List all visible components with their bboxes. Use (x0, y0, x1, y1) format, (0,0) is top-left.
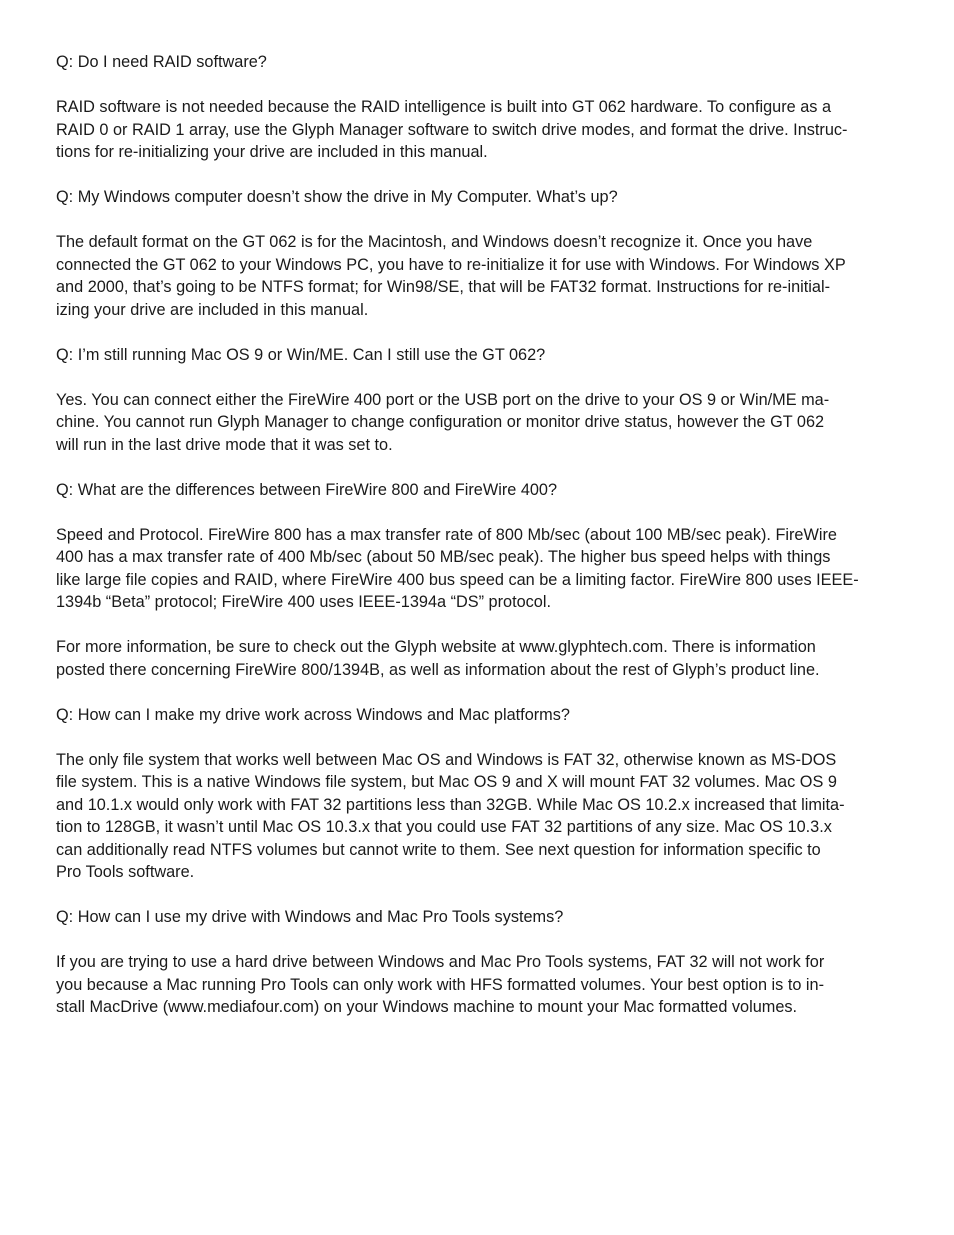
faq-answer-mac-os9-winme: Yes. You can connect either the FireWire 400 port or the USB port on the drive to your OS 9 or Win/ME ma- chine. You cannot run Glyph Manager to change configuration or monitor drive status, however the GT 062 will run in the last drive mode that it was set to. (56, 390, 830, 454)
faq-document (56, 51, 900, 1041)
faq-answer-raid-software: RAID software is not needed because the RAID intelligence is built into GT 062 hardware. To configure as a RAID 0 or RAID 1 array, use the Glyph Manager software to switch drive modes, and format the drive. Instruc- tions for re-initializing your drive are included in this manual. (56, 98, 848, 161)
faq-question-raid-software: Q: Do I need RAID software? (56, 53, 267, 71)
faq-question-pro-tools: Q: How can I use my drive with Windows and Mac Pro Tools systems? (56, 908, 564, 926)
faq-question-cross-platform: Q: How can I make my drive work across Windows and Mac platforms? (56, 705, 570, 724)
faq-question-firewire-differences: Q: What are the differences between FireWire 800 and FireWire 400? (56, 480, 558, 499)
faq-answer-windows-my-computer: The default format on the GT 062 is for the Macintosh, and Windows doesn’t recognize it. Once you have connected the GT 062 to your Windows PC, you have to re-initialize it for use with Windows. For Windows XP and 2000, that’s going to be NTFS format; for Win98/SE, that will be FAT32 format. Instructions for re-initial- izing your drive are included in this manual. (56, 233, 846, 319)
faq-answer-cross-platform: The only file system that works well between Mac OS and Windows is FAT 32, otherwise known as MS-DOS file system. This is a native Windows file system, but Mac OS 9 and X will mount FAT 32 volumes. Mac OS 9 and 10.1.x would only work with FAT 32 partitions less than 32GB. While Mac OS 10.2.x increased that limita- tion to 128GB, it wasn’t until Mac OS 10.3.x that you could use FAT 32 partitions of any size. Mac OS 10.3.x can additionally read NTFS volumes but cannot write to them. See next question for information specific to Pro Tools software. (56, 750, 845, 881)
faq-answer-more-information: For more information, be sure to check out the Glyph website at www.glyphtech.com. There is information posted there concerning FireWire 800/1394B, as well as information about the rest of Glyph’s product line. (56, 638, 820, 679)
faq-answer-pro-tools: If you are trying to use a hard drive between Windows and Mac Pro Tools systems, FAT 32 will not work for you because a Mac running Pro Tools can only work with HFS formatted volumes. Your best option is to in- stall MacDrive (www.mediafour.com) on your Windows machine to mount your Mac formatted volumes. (56, 953, 825, 1016)
faq-question-mac-os9-winme: Q: I’m still running Mac OS 9 or Win/ME. Can I still use the GT 062? (56, 345, 546, 364)
faq-answer-firewire-differences: Speed and Protocol. FireWire 800 has a max transfer rate of 800 Mb/sec (about 100 MB/sec peak). FireWire 400 has a max transfer rate of 400 Mb/sec (about 50 MB/sec peak). The higher bus speed helps with things like large file copies and RAID, where FireWire 400 bus speed can be a limiting factor. FireWire 800 uses IEEE- 1394b “Beta” protocol; FireWire 400 uses IEEE-1394a “DS” protocol. (56, 525, 859, 611)
faq-question-windows-my-computer: Q: My Windows computer doesn’t show the drive in My Computer. What’s up? (56, 188, 618, 206)
